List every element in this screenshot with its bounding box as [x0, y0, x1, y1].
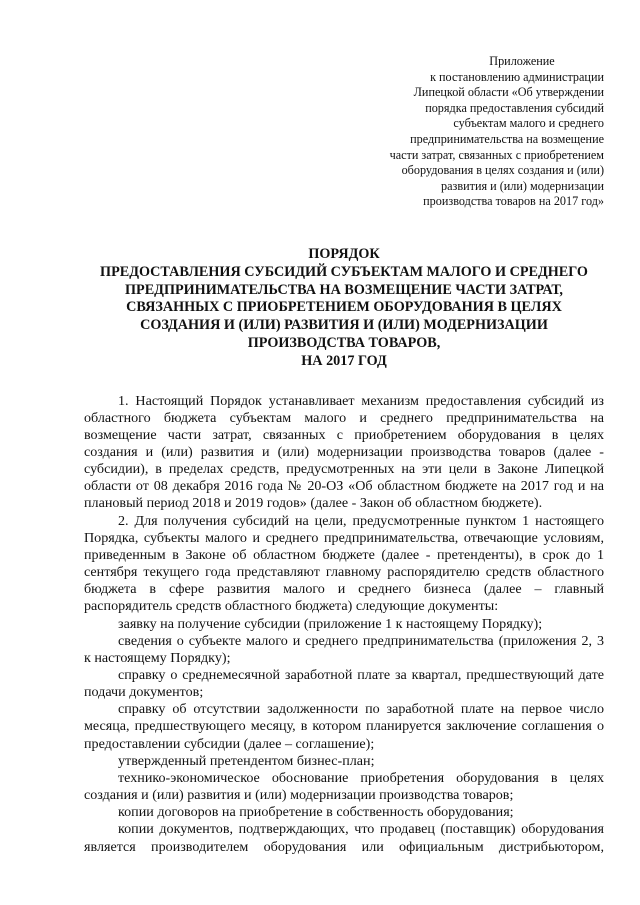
paragraph-line: создания и (или) развития и (или) модернизации производства товаров (далее -: [84, 443, 604, 460]
document-title: [84, 246, 604, 371]
paragraph-line: 1. Настоящий Порядок устанавливает механизм предоставления субсидий из: [118, 392, 604, 409]
title-line: НА 2017 ГОД: [301, 352, 387, 369]
title-line: СОЗДАНИЯ И (ИЛИ) РАЗВИТИЯ И (ИЛИ) МОДЕРНИЗАЦИИ: [140, 317, 548, 334]
paragraph-line: заявку на получение субсидии (приложение 1 к настоящему Порядку);: [118, 615, 543, 632]
appendix-header: [354, 54, 604, 210]
paragraph: [84, 701, 604, 752]
appendix-line: субъектам малого и среднего: [453, 116, 604, 131]
paragraph-line: месяца, предшествующего месяцу, в котором планируется заключение соглашения о: [84, 718, 604, 735]
paragraph: [84, 393, 604, 513]
paragraph-line: к настоящему Порядку);: [84, 649, 231, 666]
paragraph-line: справку об отсутствии задолженности по заработной плате на первое число: [118, 701, 604, 718]
appendix-line: части затрат, связанных с приобретением: [389, 147, 604, 162]
paragraph-line: Порядка, субъекты малого и среднего предпринимательства, отвечающие условиям,: [84, 529, 604, 546]
paragraph-line: областного бюджета субъектам малого и среднего предпринимательства на: [84, 409, 604, 426]
paragraph-line: утвержденный претендентом бизнес-план;: [118, 752, 375, 769]
paragraph: [84, 616, 604, 633]
paragraph: [84, 633, 604, 667]
document-body: [84, 393, 604, 856]
paragraph: [84, 513, 604, 616]
title-line: ПРОИЗВОДСТВА ТОВАРОВ,: [247, 334, 441, 351]
paragraph-line: копии договоров на приобретение в собственность оборудования;: [118, 804, 514, 821]
appendix-line: оборудования в целях создания и (или): [401, 163, 604, 178]
paragraph-line: сведения о субъекте малого и среднего предпринимательства (приложения 2, 3: [118, 632, 604, 649]
appendix-line: порядка предоставления субсидий: [425, 100, 604, 115]
title-line: ПОРЯДОК: [308, 245, 380, 262]
paragraph: [84, 821, 604, 855]
paragraph-line: области от 08 декабря 2016 года № 20-ОЗ «Об областном бюджете на 2017 год и на: [84, 478, 604, 495]
appendix-line: Липецкой области «Об утверждении: [413, 85, 604, 100]
paragraph-line: распорядитель средств областного бюджета) следующие документы:: [84, 598, 499, 615]
paragraph-line: бюджета в сфере развития малого и среднего бизнеса (далее – главный: [84, 581, 604, 598]
paragraph-line: субсидии), в пределах средств, предусмотренных на эти цели в Законе Липецкой: [84, 461, 604, 478]
paragraph-line: возмещение части затрат, связанных с приобретением оборудования в целях: [84, 426, 604, 443]
paragraph-line: создания и (или) развития и (или) модернизации производства товаров;: [84, 787, 514, 804]
appendix-line: производства товаров на 2017 год»: [423, 194, 604, 209]
paragraph-line: справку о среднемесячной заработной плате за квартал, предшествующий дате: [118, 667, 604, 684]
appendix-line: Приложение: [489, 54, 555, 68]
paragraph-line: плановый период 2018 и 2019 годов» (далее - Закон об областном бюджете).: [84, 495, 543, 512]
appendix-line: предпринимательства на возмещение: [410, 131, 604, 146]
paragraph-line: является производителем оборудования или официальным дистрибьютором,: [84, 838, 604, 855]
paragraph-line: копии документов, подтверждающих, что продавец (поставщик) оборудования: [118, 821, 604, 838]
paragraph: [84, 804, 604, 821]
appendix-line: к постановлению администрации: [430, 69, 604, 84]
paragraph-line: предоставлении субсидии (далее – соглашение);: [84, 735, 375, 752]
paragraph-line: подачи документов;: [84, 684, 204, 701]
paragraph-line: приведенным в Законе об областном бюджете (далее - претенденты), в срок до 1: [84, 546, 604, 563]
paragraph-line: сентября текущего года представляют главному распорядителю средств областного: [84, 564, 604, 581]
paragraph: [84, 667, 604, 701]
title-line: СВЯЗАННЫХ С ПРИОБРЕТЕНИЕМ ОБОРУДОВАНИЯ В ЦЕЛЯХ: [126, 299, 562, 316]
paragraph: [84, 753, 604, 770]
title-line: ПРЕДОСТАВЛЕНИЯ СУБСИДИЙ СУБЪЕКТАМ МАЛОГО И СРЕДНЕГО: [100, 263, 588, 280]
appendix-line: развития и (или) модернизации: [441, 178, 604, 193]
title-line: ПРЕДПРИНИМАТЕЛЬСТВА НА ВОЗМЕЩЕНИЕ ЧАСТИ ЗАТРАТ,: [125, 281, 563, 298]
paragraph-line: 2. Для получения субсидий на цели, предусмотренные пунктом 1 настоящего: [118, 512, 604, 529]
paragraph-line: технико-экономическое обоснование приобретения оборудования в целях: [118, 769, 604, 786]
paragraph: [84, 770, 604, 804]
